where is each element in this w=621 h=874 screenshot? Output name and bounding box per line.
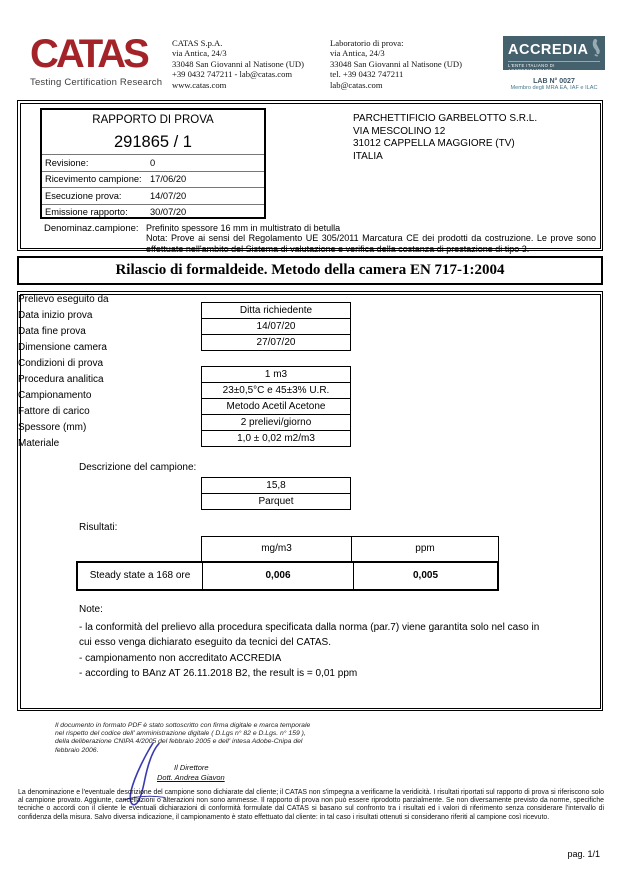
report-row-revisione [42,154,264,171]
results-value-mgm3: 0,006 [202,563,353,589]
director-name: Dott. Andrea Giavon [157,773,225,782]
report-row-value: 17/06/20 [150,174,187,185]
lab-line: tel. +39 0432 747211 [330,69,404,80]
results-value-ppm: 0,005 [353,563,497,589]
lab-address-block [330,38,462,90]
page-number: pag. 1/1 [567,849,600,859]
accredia-logo [503,36,605,91]
field-value-box: 1,0 ± 0,02 m2/m3 [201,430,351,447]
sample-description-heading: Descrizione del campione: [79,462,197,473]
lab-line: 33048 San Giovanni al Natisone (UD) [330,58,462,69]
client-line: ITALIA [353,150,383,162]
field-label: Procedura analitica [18,374,104,385]
sample-description-values [201,477,351,509]
accredia-lab-number: LAB N° 0027 [533,78,575,85]
test-info-values-group2 [201,366,351,446]
field-value-box: Parquet [201,493,351,510]
test-title: Rilascio di formaldeide. Metodo della camera EN 717-1:2004 [115,262,505,278]
company-line: +39 0432 747211 - lab@catas.com [172,69,293,80]
test-title-box [17,256,603,285]
legal-disclaimer: La denominazione e l'eventuale descrizione del campione sono dichiarate dal cliente; il CATAS non s'impegna a verificarne la veridicità. I risultati riportati sul rapporto di prova si riferiscono solo al campione provato. Aggiunte, cancellazioni o alterazioni non sono ammesse. Il rapporto di prova non può essere riprodotto parzialmente. Se non diversamente previsto da norme, specifiche tecniche o accordi con il cliente le eventuali dichiarazioni di conformità formulate dal CATAS si basano sul confronto tra i risultati ed i valori di riferimento senza considerare l'intervallo di confidenza della misura. Salvo diversa indicazione, il campionamento è stato effettuato dal cliente: in tal caso i risultati ottenuti si considerano riferiti al campione così ricevuto. [18,789,604,821]
company-address-block [172,38,304,90]
field-label: Spessore (mm) [18,422,87,433]
report-row-label: Ricevimento campione: [45,174,142,185]
note-item: - la conformità del prelievo alla procedura specificata dalla norma (par.7) viene garantita solo nel caso in cui esso venga dichiarato eseguito da tecnici del CATAS. [79,622,540,648]
field-label: Materiale [18,438,60,449]
test-content-panel [17,291,603,711]
sample-note: Nota: Prove ai sensi del Regolamento UE 305/2011 Marcatura CE dei prodotti da costruzione. Le prove sono effettuate nell'ambito del Sistema di valutazione e verifica della costanza di prestazione di tipo 3. [146,233,596,254]
company-line: www.catas.com [172,79,227,90]
report-box-title: RAPPORTO DI PROVA [92,114,214,126]
test-info-values-group1 [201,302,351,350]
results-heading: Risultati: [79,522,118,533]
field-value-box: 27/07/20 [201,334,351,351]
field-value-box: Metodo Acetil Acetone [201,398,351,415]
report-number: 291865 / 1 [114,133,192,151]
accredia-tagline: L'ENTE ITALIANO DI ACCREDITAMENTO [508,61,600,73]
catas-logo [30,34,162,88]
report-row-esecuzione [42,187,264,204]
field-value-box: 15,8 [201,477,351,494]
report-row-value: 30/07/20 [150,207,187,218]
field-label: Condizioni di prova [18,358,104,369]
report-row-emissione [42,204,264,221]
field-value-box: 2 prelievi/giorno [201,414,351,431]
report-row-value: 14/07/20 [150,190,187,201]
italy-map-icon [587,38,602,62]
results-table-header [201,536,499,562]
accredia-logo-text: ACCREDIA [508,41,589,58]
results-table-row [76,561,499,591]
notes-heading: Note: [79,604,103,615]
report-row-value: 0 [150,157,156,168]
note-item: - according to BAnz AT 26.11.2018 B2, the result is = 0,01 ppm [79,668,358,679]
field-value-box: 14/07/20 [201,318,351,335]
company-line: via Antica, 24/3 [172,48,227,59]
field-value-box: 23±0,5°C e 45±3% U.R. [201,382,351,399]
results-col-mgm3: mg/m3 [261,543,292,554]
results-col-ppm: ppm [351,537,498,561]
note-item: - campionamento non accreditato ACCREDIA [79,653,282,664]
sample-name-value: Prefinito spessore 16 mm in multistrato di betulla [146,223,341,233]
accredia-logo-box [503,36,605,73]
field-value-box: 1 m3 [201,366,351,383]
field-label: Dimensione camera [18,342,107,353]
director-title: Il Direttore [174,763,209,772]
lab-line: via Antica, 24/3 [330,48,385,59]
field-value-box: Ditta richiedente [201,302,351,319]
lab-line: lab@catas.com [330,79,383,90]
company-line: 33048 San Giovanni al Natisone (UD) [172,58,304,69]
field-label: Campionamento [18,390,92,401]
client-address-block [353,113,537,163]
catas-logo-tagline: Testing Certification Research [30,77,163,88]
report-row-label: Emissione rapporto: [45,207,128,218]
digital-signature-note: Il documento in formato PDF è stato sottoscritto con firma digitale e marca temporale nel rispetto del codice dell' amministrazione digitale ( D.Lgs n° 82 e D.Lgs. n° 159 ), della deliberazione CNIPA 4/2005 del febbraio 2005 e dell' intesa Adobe-Cnipa del febbraio 2006. [55,722,311,754]
company-line: CATAS S.p.A. [172,38,223,48]
field-label: Fattore di carico [18,406,90,417]
field-label: Data inizio prova [18,310,93,321]
report-row-label: Revisione: [45,157,89,168]
client-line: PARCHETTIFICIO GARBELOTTO S.R.L. [353,113,538,124]
accredia-membership: Membro degli MRA EA, IAF e ILAC [510,85,598,91]
report-info-panel [17,100,603,254]
report-row-label: Esecuzione prova: [45,190,122,201]
client-line: 31012 CAPPELLA MAGGIORE (TV) [353,138,515,150]
field-label: Data fine prova [18,326,86,337]
field-label: Prelievo eseguito da [18,294,109,305]
lab-line: Laboratorio di prova: [330,38,404,48]
catas-logo-text: CATAS [30,32,147,76]
report-row-ricevimento [42,171,264,188]
results-row-label: Steady state a 168 ore [89,570,191,581]
client-line: VIA MESCOLINO 12 [353,125,446,137]
sample-name-label: Denominaz.campione: [44,223,139,234]
report-id-box [40,108,266,219]
